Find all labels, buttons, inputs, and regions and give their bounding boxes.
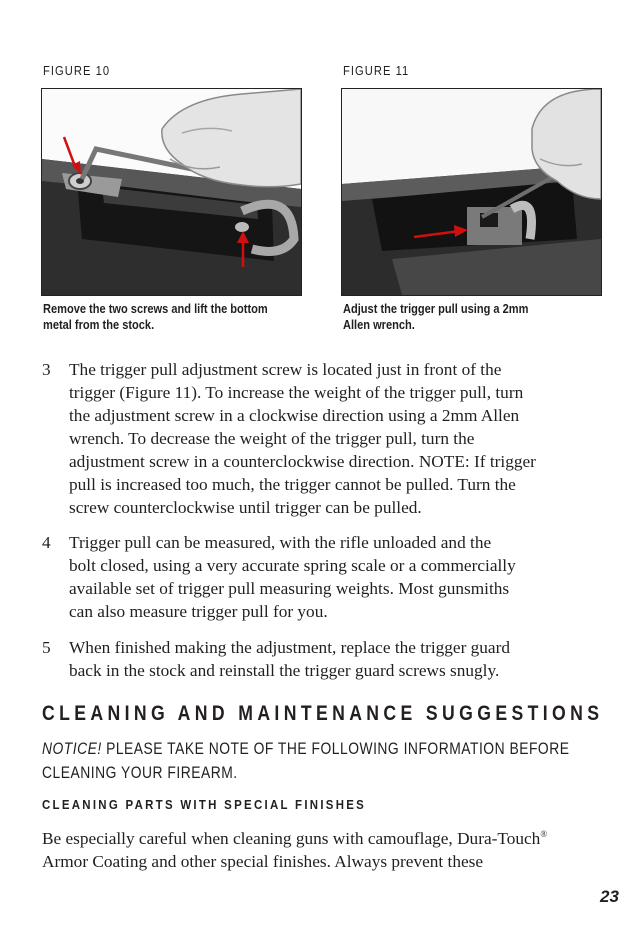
body-line-1: Be especially careful when cleaning guns with camouflage, Dura-Touch — [42, 828, 541, 848]
text-line: screw counterclockwise until trigger can be pulled. — [69, 498, 422, 517]
figure-11-illustration — [342, 89, 601, 295]
figure-10-illustration — [42, 89, 301, 295]
text-line: pull is increased too much, the trigger cannot be pulled. Turn the — [69, 475, 516, 494]
text-line — [42, 823, 612, 850]
text-line: can also measure trigger pull for you. — [69, 602, 328, 621]
step-text — [69, 358, 602, 519]
figure-10-caption — [43, 301, 290, 333]
notice-line-1-text: PLEASE TAKE NOTE OF THE FOLLOWING INFORMATION BEFORE — [101, 740, 570, 758]
text-line: bolt closed, using a very accurate spring scale or a commercially — [69, 556, 516, 575]
text-line: back in the stock and reinstall the trigger guard screws snugly. — [69, 661, 500, 680]
step-number: 5 — [42, 638, 51, 657]
step-4 — [42, 531, 602, 623]
caption-line: Adjust the trigger pull using a 2mm — [343, 301, 529, 316]
page-number: 23 — [600, 887, 619, 906]
figure-10-label: FIGURE 10 — [43, 63, 111, 78]
step-5 — [42, 636, 602, 682]
step-number: 4 — [42, 533, 51, 552]
caption-line: metal from the stock. — [43, 317, 155, 332]
section-heading: CLEANING AND MAINTENANCE SUGGESTIONS — [42, 702, 604, 725]
text-line: adjustment screw in a counterclockwise direction. NOTE: If trigger — [69, 452, 536, 471]
figure-10-photo — [41, 88, 302, 296]
text-line: Armor Coating and other special finishes. Always prevent these — [42, 851, 484, 871]
figure-11-caption — [343, 301, 590, 333]
text-line: available set of trigger pull measuring weights. Most gunsmiths — [69, 579, 510, 598]
text-line: the adjustment screw in a clockwise direction using a 2mm Allen — [69, 406, 520, 425]
step-text — [69, 636, 602, 682]
figure-11-photo — [341, 88, 602, 296]
notice-text — [42, 737, 569, 785]
text-line: Trigger pull can be measured, with the rifle unloaded and the — [69, 533, 492, 552]
notice-label: NOTICE! — [42, 740, 102, 758]
caption-line: Remove the two screws and lift the bottom — [43, 301, 268, 316]
caption-line: Allen wrench. — [343, 317, 415, 332]
text-line: When finished making the adjustment, replace the trigger guard — [69, 638, 511, 657]
registered-mark: ® — [540, 829, 548, 839]
figure-11-label: FIGURE 11 — [343, 63, 410, 78]
step-number: 3 — [42, 360, 51, 379]
text-line: The trigger pull adjustment screw is located just in front of the — [69, 360, 502, 379]
notice-line-2: CLEANING YOUR FIREARM. — [42, 764, 238, 782]
text-line: wrench. To decrease the weight of the trigger pull, turn the — [69, 429, 475, 448]
step-text — [69, 531, 602, 623]
body-paragraph — [42, 823, 612, 873]
subsection-heading: CLEANING PARTS WITH SPECIAL FINISHES — [42, 797, 367, 812]
notice-line-1 — [42, 737, 569, 761]
text-line: trigger (Figure 11). To increase the weight of the trigger pull, turn — [69, 383, 524, 402]
step-3 — [42, 358, 602, 519]
